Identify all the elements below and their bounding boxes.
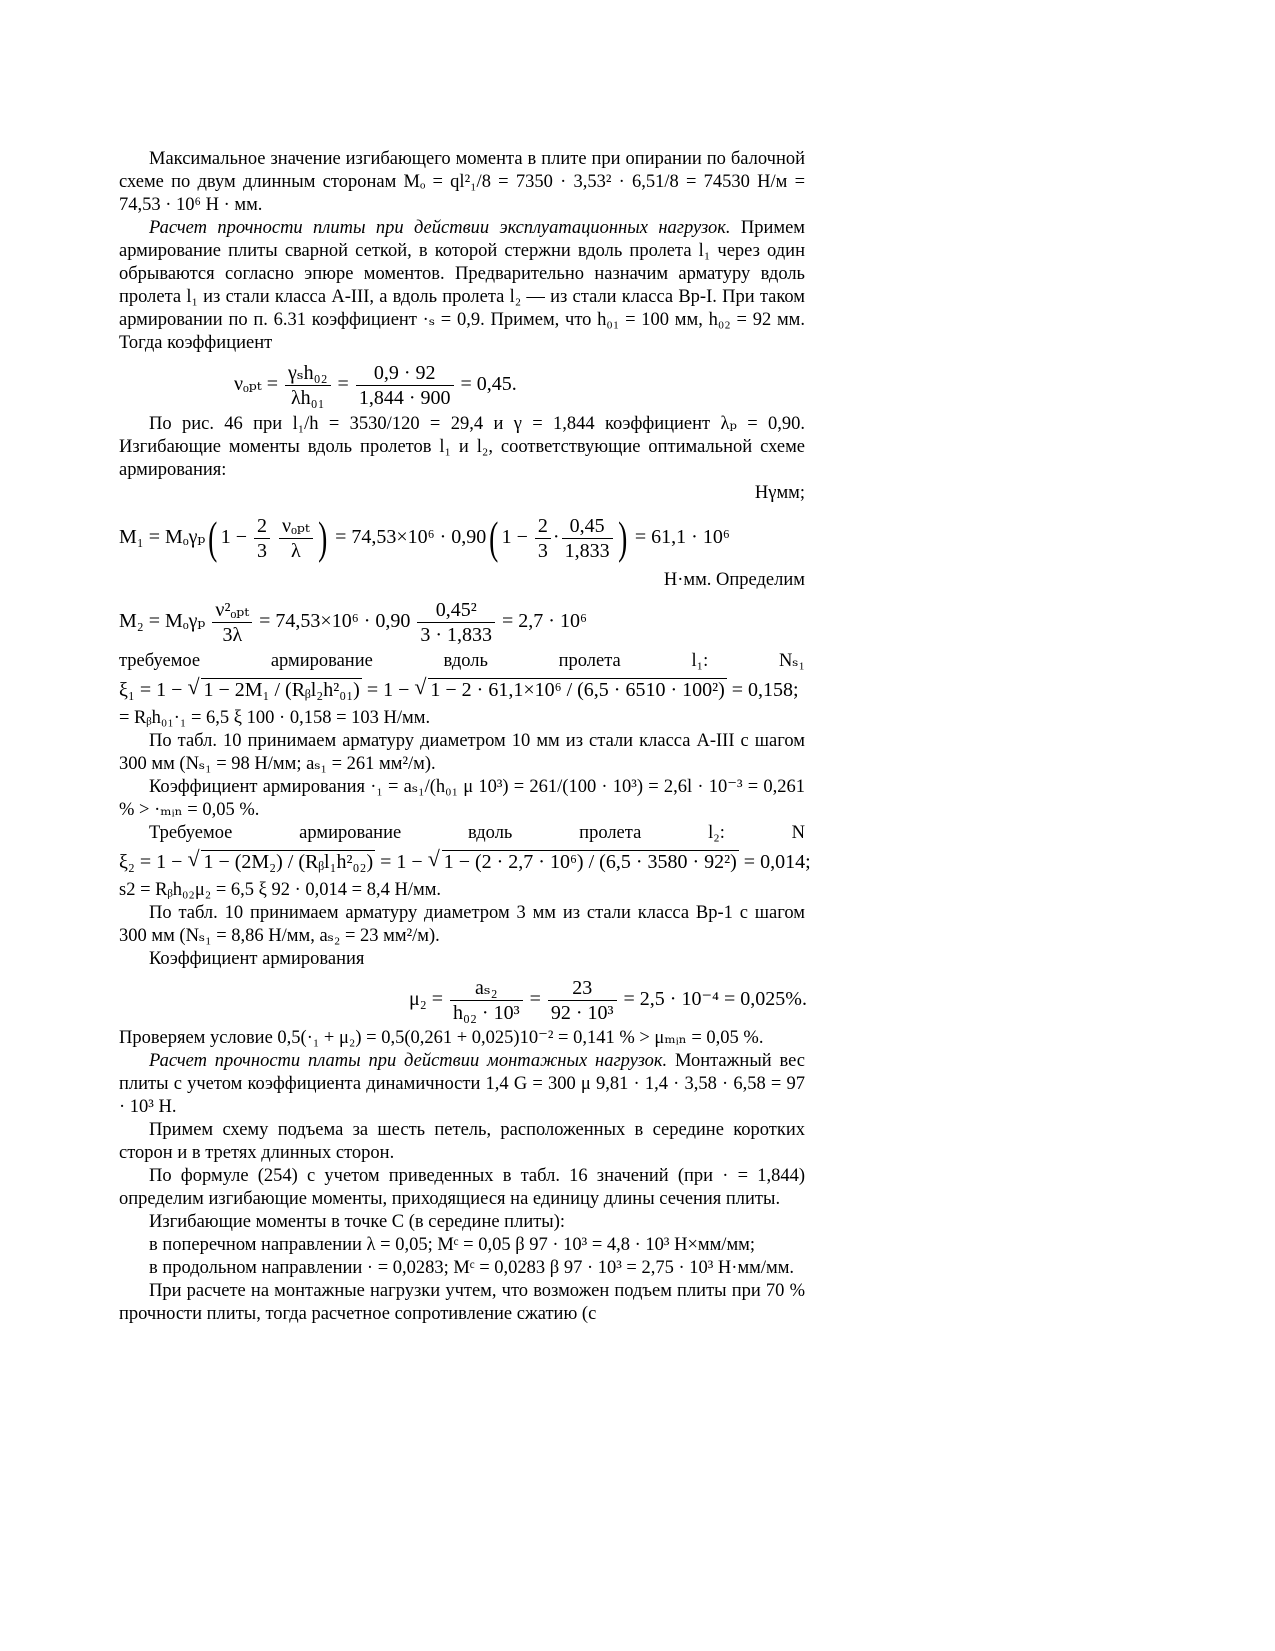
paragraph-table10-bp1: По табл. 10 принимаем арматуру диаметром 3 мм из стали класса Вр-1 с шагом 300 мм (Nₛ₁ = 8,86 Н/мм, aₛ₂ = 23 мм²/м).: [119, 903, 805, 946]
paragraph-mounting-loads: [119, 1050, 805, 1119]
paragraph-formula-254: По формуле (254) с учетом приведенных в табл. 16 значений (при · = 1,844) определим изгибающие моменты, приходящиеся на единицу длины сечения плиты.: [119, 1166, 805, 1209]
unit-label-1: Нγмм;: [754, 483, 805, 503]
formula-mu2: μ₂ = $\frac{\text{aₛ₂}}{\text{h₀₂ · 10³}}$ = $\frac{23}{\text{92 · 10³}}$ = 2,5 · 10⁻⁴ = 0,025%.: [409, 976, 807, 1024]
paragraph-moments-intro: По рис. 46 при l₁/h = 3530/120 = 29,4 и γ = 1,844 коэффициент λₚ = 0,90. Изгибающие моменты вдоль пролетов l₁ и l₂, соответствующие оптимальной схеме армирования:: [119, 414, 805, 480]
document-page: [119, 148, 811, 1326]
paragraph-ns1: = Rᵦh₀₁·₁ = 6,5 ξ 100 · 0,158 = 103 Н/мм.: [119, 708, 431, 728]
mounting-text: Монтажный вес плиты с учетом коэффициента динамичности 1,4 G = 300 μ 9,81 · 1,4 · 3,58 · 6,58 = 97 · 10³ Н.: [119, 1051, 805, 1117]
paragraph-max-moment: Максимальное значение изгибающего момента в плите при опирании по балочной схеме по двум длинным сторонам Mₒ = ql²₁/8 = 7350 · 3,53² · 6,51/8 = 74530 Н/м = 74,53 · 10⁶ Н · мм.: [119, 149, 805, 215]
paragraph-lifting-scheme: Примем схему подъема за шесть петель, расположенных в середине коротких сторон и в третях длинных сторон.: [119, 1120, 805, 1163]
paragraph-operational-loads: [119, 217, 805, 355]
paragraph-longitudinal: в продольном направлении · = 0,0283; Mᶜ = 0,0283 β 97 · 10³ = 2,75 · 10³ Н·мм/мм.: [149, 1258, 795, 1278]
section-heading-mounting: Расчет прочности платы при действии монтажных нагрузок.: [149, 1051, 668, 1071]
operational-text: Примем армирование плиты сварной сеткой, в которой стержни вдоль пролета l₁ через один обрываются согласно эпюре моментов. Предварительно назначим арматуру вдоль пролета l₁ из стали класса А-III, а вдоль пролета l₂ — из стали класса Вр-I. При таком армировании по п. 6.31 коэффициент ·ₛ = 0,9. Примем, что h₀₁ = 100 мм, h₀₂ = 92 мм. Тогда коэффициент: [119, 218, 805, 353]
paragraph-mounting-strength: При расчете на монтажные нагрузки учтем, что возможен подъем плиты при 70 % прочности плиты, тогда расчетное сопротивление сжатию (с: [119, 1281, 805, 1324]
paragraph-moments-point-c: Изгибающие моменты в точке C (в середине плиты):: [149, 1212, 566, 1232]
paragraph-required-l1: требуемое армирование вдоль пролета l₁: Nₛ₁: [119, 651, 805, 671]
formula-xi1: ξ₁ = 1 − √ 1 − 2M₁ / (Rᵦl₂h²₀₁) = 1 − √ 1 − 2 · 61,1×10⁶ / (6,5 · 6510 · 100²) = 0,158;: [119, 673, 805, 707]
formula-m2: M₂ = Mₒγₚ $\frac{\text{ν²ₒₚₜ}}{3\lambda}$ = 74,53×10⁶ · 0,90 $\frac{\text{0,45²}}{3 \cdot 1,833}$ = 2,7 · 10⁶: [119, 598, 587, 646]
paragraph-reinforcement-ratio-1: Коэффициент армирования ·₁ = aₛ₁/(h₀₁ μ 10³) = 261/(100 · 10³) = 2,6l · 10⁻³ = 0,261 % > ·ₘᵢₙ = 0,05 %.: [119, 777, 805, 820]
formula-m1: M₁ = Mₒγₚ( 1 − $\frac{2}{3}$ $\frac{\text{νₒₚₜ}}{\lambda}$ ) = 74,53×10⁶ · 0,90( 1 − $\frac{2}{3}$ · $\frac{0,45}{1,833}$ ) = 61,1 · 10⁶: [119, 512, 730, 564]
paragraph-required-l2: Требуемое армирование вдоль пролета l₂: N: [149, 823, 805, 843]
formula-xi2: ξ₂ = 1 − √ 1 − (2M₂) / (Rᵦl₁h²₀₂) = 1 − √ 1 − (2 · 2,7 · 10⁶) / (6,5 · 3580 · 92²) = 0,014;: [119, 845, 805, 879]
paragraph-reinforcement-ratio-2: Коэффициент армирования: [149, 949, 365, 969]
formula-nu-opt: νₒₚₜ = $\frac{\text{γₛh₀₂}}{\text{λh₀₁}}$ = $\frac{0,9 \cdot 92}{1,844 \cdot 900}$ = 0,45.: [234, 361, 517, 409]
section-heading-operational: Расчет прочности плиты при действии эксплуатационных нагрузок.: [149, 218, 731, 238]
paragraph-ns2: s2 = Rᵦh₀₂μ₂ = 6,5 ξ 92 · 0,014 = 8,4 Н/мм.: [119, 880, 442, 900]
paragraph-check-condition: Проверяем условие 0,5(·₁ + μ₂) = 0,5(0,261 + 0,025)10⁻² = 0,141 % > μₘᵢₙ = 0,05 %.: [119, 1028, 764, 1048]
paragraph-table10-a3: По табл. 10 принимаем арматуру диаметром 10 мм из стали класса А-III с шагом 300 мм (Nₛ₁ = 98 Н/мм; aₛ₁ = 261 мм²/м).: [119, 731, 805, 774]
unit-label-2: Н·мм. Определим: [663, 570, 805, 590]
paragraph-transverse: в поперечном направлении λ = 0,05; Mᶜ = 0,05 β 97 · 10³ = 4,8 · 10³ Н×мм/мм;: [149, 1235, 755, 1255]
